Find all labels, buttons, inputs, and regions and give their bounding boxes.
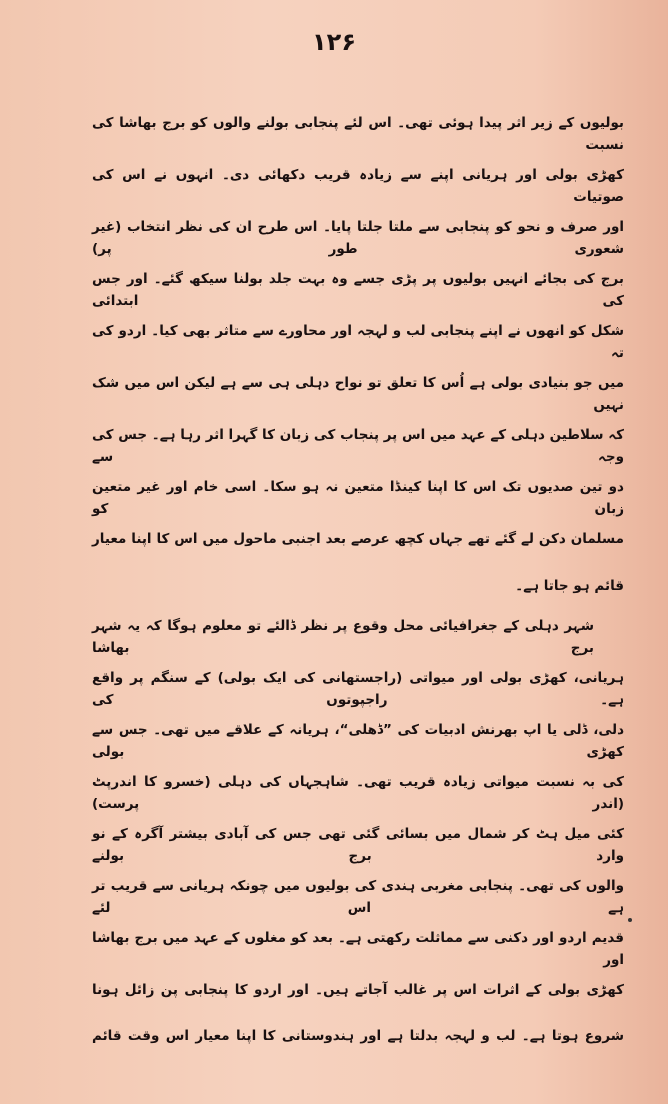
text-line: میں جو بنیادی بولی ہے اُس کا تعلق تو نواح دہلی ہی سے ہے لیکن اس میں شک نہیں	[92, 375, 624, 413]
text-line: دو تین صدیوں تک اس کا اپنا کینڈا متعین نہ ہو سکا۔ اسی خام اور غیر متعین زبان کو	[92, 479, 624, 517]
paragraph-1	[92, 104, 624, 607]
text-line: دلی، ڈلی یا اپ بھرنش ادبیات کی ”ڈھلی“، ہریانہ کے علاقے میں تھی۔ جس سے کھڑی بولی	[92, 721, 624, 760]
text-line: کھڑی بولی کے اثرات اس پر غالب آجاتے ہیں۔ اور اردو کا پنجابی پن زائل ہونا	[92, 981, 624, 998]
text-line: ہریانی، کھڑی بولی اور میواتی (راجستھانی کی ایک بولی) کے سنگم پر واقع ہے۔ راجپوتوں کی	[92, 669, 624, 708]
text-line: بولیوں کے زیر اثر پیدا ہوئی تھی۔ اس لئے پنجابی بولنے والوں کو برج بھاشا کی نسبت	[92, 115, 624, 153]
paragraph-2	[92, 607, 624, 1064]
text-line: شروع ہوتا ہے۔ لب و لہجہ بدلتا ہے اور ہندوستانی کا اپنا معیار اس وقت قائم	[92, 1028, 624, 1045]
text-line: کئی میل ہٹ کر شمال میں بسائی گئی تھی جس کی آبادی بیشتر آگرہ کے نو وارد برج بولنے	[92, 825, 624, 864]
text-line: اور صرف و نحو کو پنجابی سے ملتا جلتا پایا۔ اس طرح ان کی نظر انتخاب (غیر شعوری طور پر)	[92, 219, 624, 257]
text-line: مسلمان دکن لے گئے تھے جہاں کچھ عرصے بعد اجنبی ماحول میں اس کا اپنا معیار	[92, 531, 624, 547]
text-line: قدیم اردو اور دکنی سے مماثلت رکھتی ہے۔ بعد کو مغلوں کے عہد میں برج بھاشا اور	[92, 929, 624, 968]
text-line: برج کی بجائے انہیں بولیوں پر پڑی جسے وہ بہت جلد بولنا سیکھ گئے۔ اور جس کی ابتدائی	[92, 271, 624, 309]
text-line: قائم ہو جاتا ہے۔	[515, 577, 624, 594]
text-line: کہ سلاطین دہلی کے عہد میں اس پر پنجاب کی زبان کا گہرا اثر رہا ہے۔ جس کی وجہ سے	[92, 427, 624, 465]
page-number: ۱۲۶	[312, 28, 356, 56]
text-line: والوں کی تھی۔ پنجابی مغربی ہندی کی بولیوں میں چونکہ ہریانی سے قریب تر ہے اس لئے	[92, 877, 624, 916]
text-line: شہر دہلی کے جغرافیائی محل وقوع پر نظر ڈالئے تو معلوم ہوگا کہ یہ شہر برج بھاشا	[92, 617, 594, 656]
text-line: شکل کو انھوں نے اپنے پنجابی لب و لہجہ اور محاورے سے متاثر بھی کیا۔ اردو کی تہ	[92, 323, 624, 361]
text-line: کی بہ نسبت میواتی زیادہ قریب تھی۔ شاہجہاں کی دہلی (خسرو کا اندرپٹ (اندر پرست)	[92, 773, 624, 812]
text-line: کھڑی بولی اور ہریانی اپنے سے زیادہ قریب دکھائی دی۔ انہوں نے اس کی صوتیات	[92, 167, 624, 205]
ink-speck	[628, 918, 632, 922]
